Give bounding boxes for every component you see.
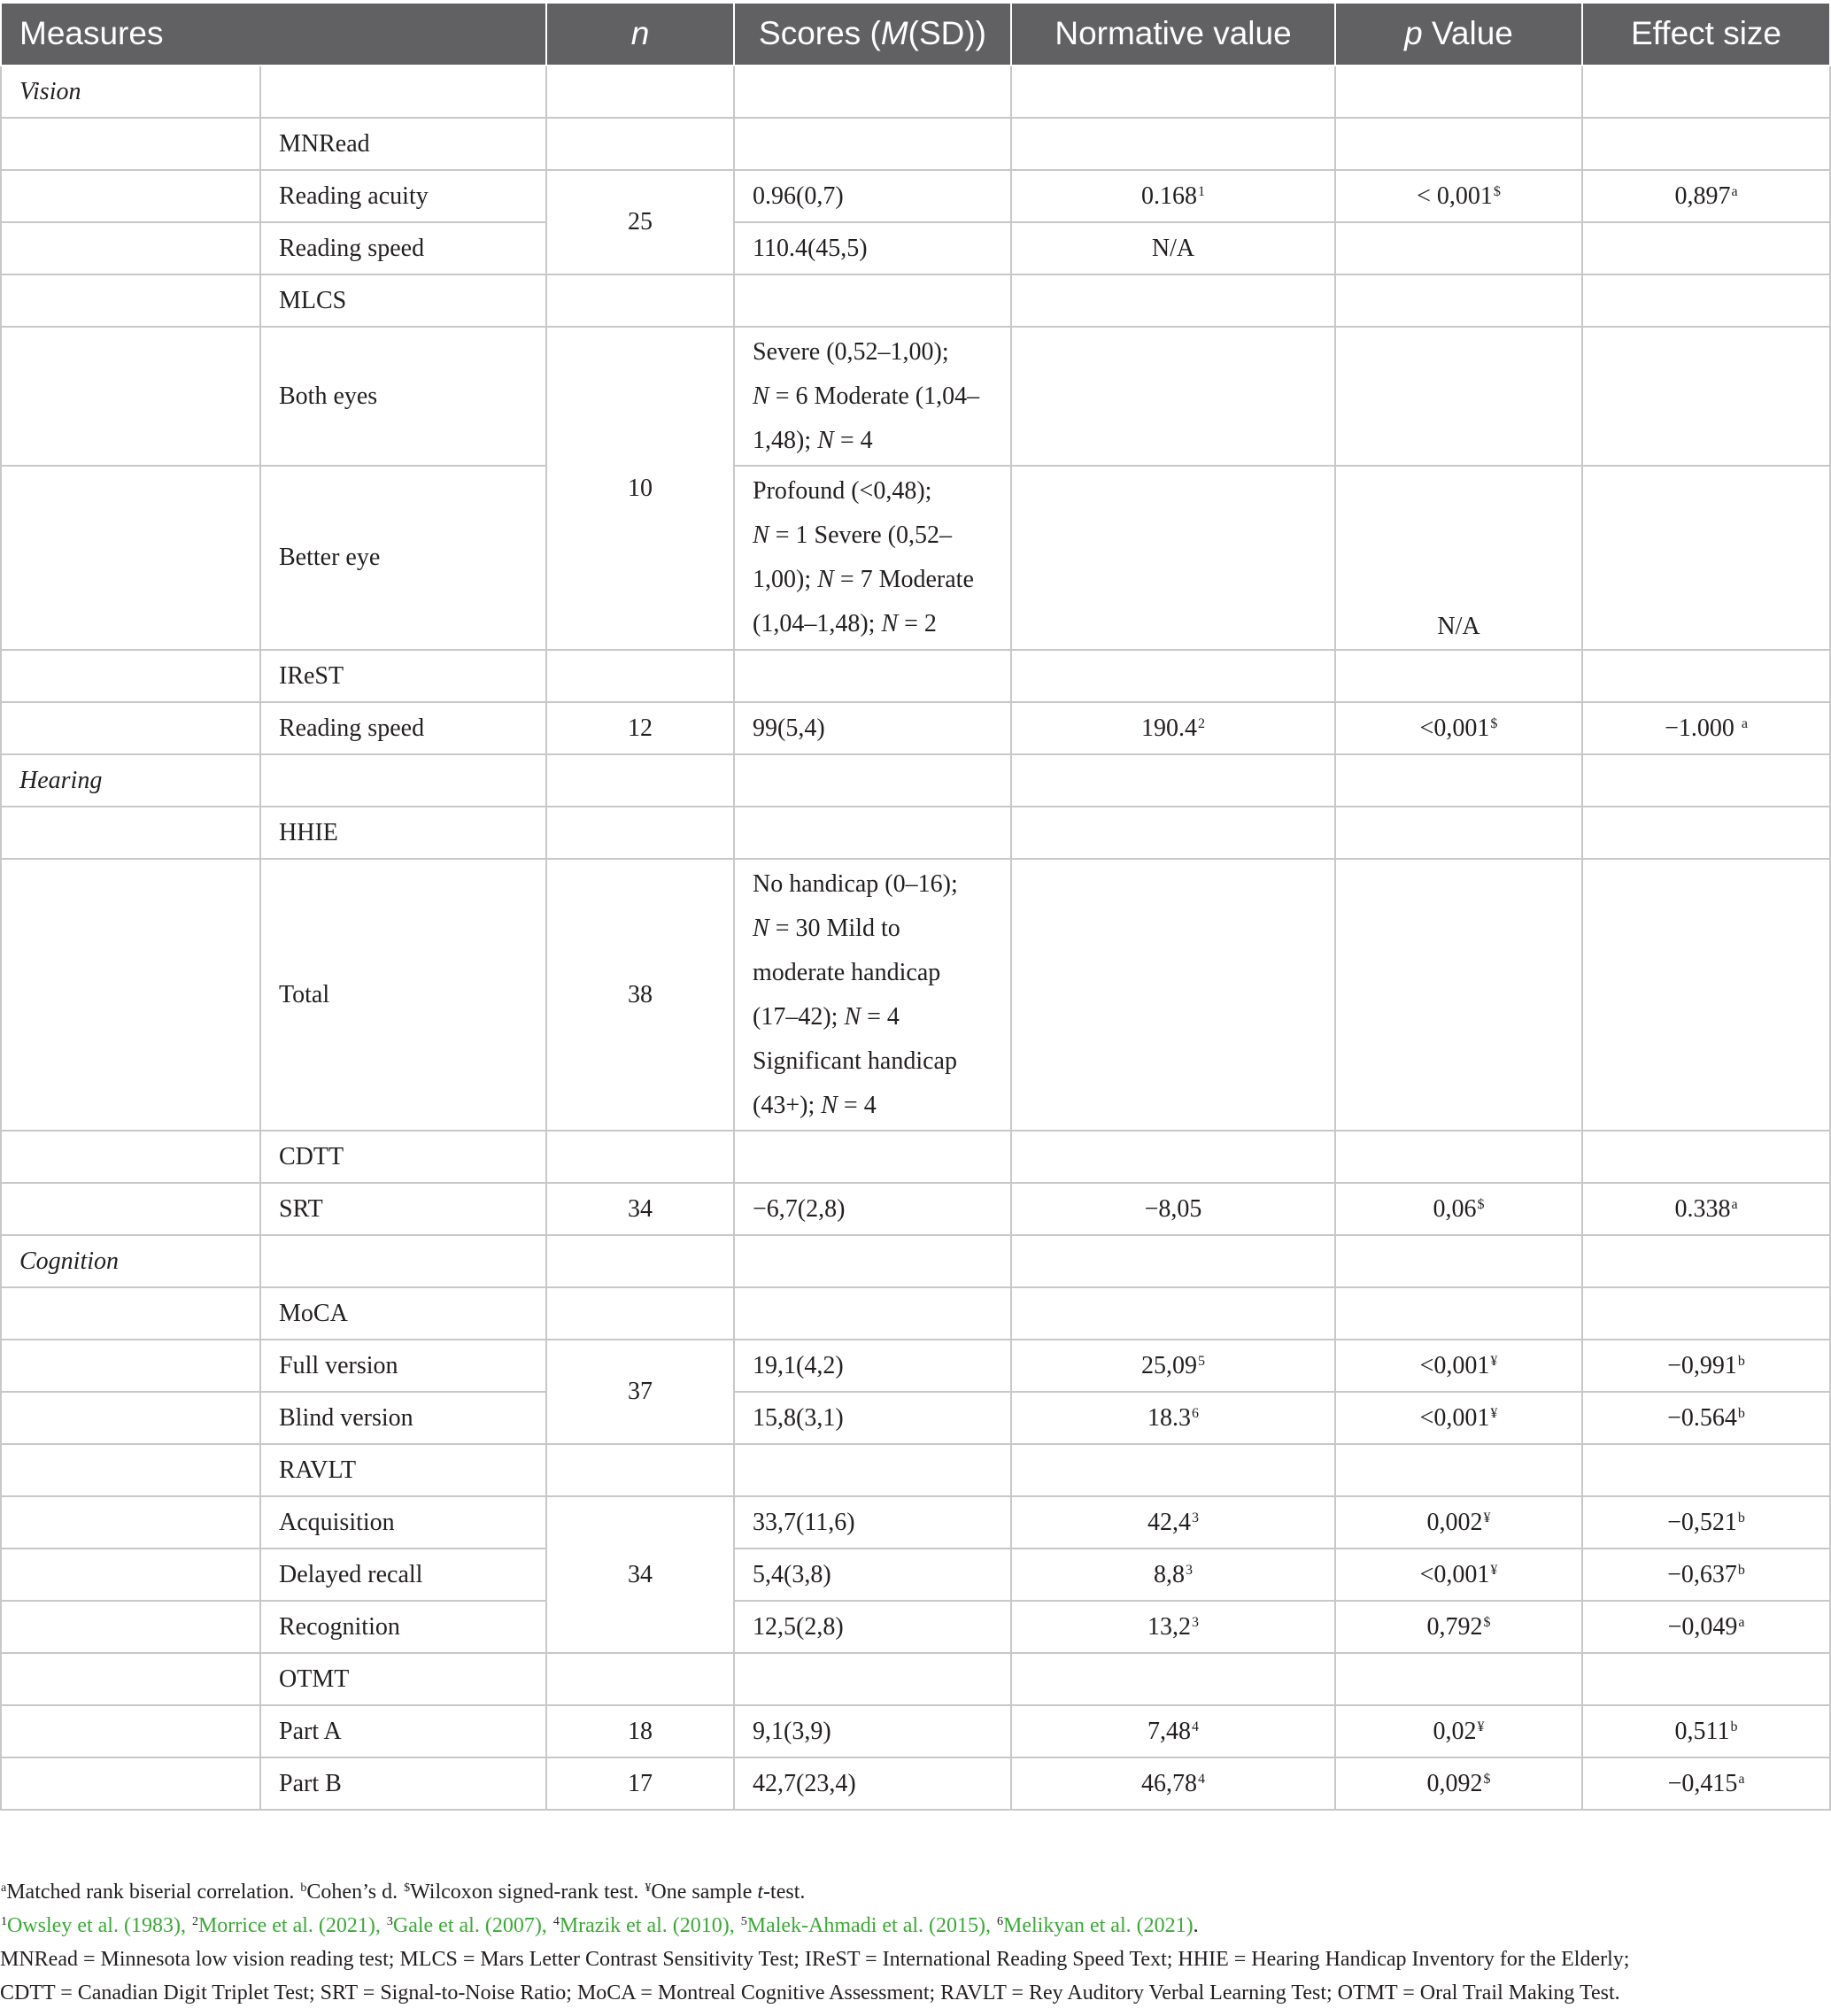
table-row-recognition [1,1601,1830,1653]
header-normative: Normative value [1011,4,1335,66]
table-row-acquisition [1,1496,1830,1549]
section-row-cognition [1,1235,1830,1287]
group-label: HHIE [260,807,546,859]
footnote-symbols: $^a$Matched rank biserial correlation. $^b$Cohen’s d. $Wilcoxon signed-rank test. ¥One sample t-test. [1,1881,806,1904]
measure-label: SRT [260,1183,546,1235]
normative-cell: 190.4$^2$ [1011,702,1335,754]
header-n: n [546,4,734,66]
normative-cell: 42,4$^3$ [1011,1496,1335,1549]
score-cell: Profound (<0,48); N = 1 Severe (0,52– 1,00); N = 7 Moderate (1,04–1,48); N = 2 [734,466,1011,650]
effect-size-cell: −0,415$^a$ [1582,1757,1830,1810]
p-value-cell: 0,06$ [1335,1183,1582,1235]
measure-label: Part B [260,1757,546,1810]
normative-cell: 25,09$^5$ [1011,1340,1335,1392]
measure-label: Delayed recall [260,1549,546,1601]
effect-size-cell: −0,521$^b$ [1582,1496,1830,1549]
normative-cell: 7,48$^4$ [1011,1705,1335,1757]
table-row-reading-speed-irest [1,702,1830,754]
effect-size-cell: 0,511$^b$ [1582,1705,1830,1757]
measure-label: Acquisition [260,1496,546,1549]
score-cell: 5,4(3,8) [734,1549,1011,1601]
p-value-cell: < 0,001$ [1335,170,1582,222]
score-cell: 99(5,4) [734,702,1011,754]
group-row-irest [1,650,1830,702]
p-value-cell: <0,001¥ [1335,1549,1582,1601]
p-value-cell: <0,001¥ [1335,1392,1582,1444]
section-row-vision [1,66,1830,118]
table-row-blind-version [1,1392,1830,1444]
footnote-abbreviations-2: CDTT = Canadian Digit Triplet Test; SRT = Signal-to-Noise Ratio; MoCA = Montreal Cognitive Assessment; RAVLT = Rey Auditory Verbal Learning Test; OTMT = Oral Trail Making Test. [0,1981,1620,2004]
group-row-hhie [1,807,1830,859]
table-row-both-eyes [1,327,1830,466]
table-row-part-b [1,1757,1830,1810]
group-row-cdtt [1,1131,1830,1183]
p-value-cell: <0,001¥ [1335,1340,1582,1392]
table-row-reading-acuity [1,170,1830,222]
group-row-mlcs [1,274,1830,327]
score-cell: 42,7(23,4) [734,1757,1011,1810]
effect-size-cell: −1.000 $^a$ [1582,702,1830,754]
score-cell: Severe (0,52–1,00); N = 6 Moderate (1,04– 1,48); N = 4 [734,327,1011,466]
group-label: MoCA [260,1287,546,1340]
normative-cell: 0.168$^1$ [1011,170,1335,222]
normative-cell: −8,05 [1011,1183,1335,1235]
group-row-mnread [1,118,1830,170]
table-row-part-a [1,1705,1830,1757]
group-label: CDTT [260,1131,546,1183]
n-cell: 25 [546,170,734,274]
group-row-moca [1,1287,1830,1340]
score-cell: 9,1(3,9) [734,1705,1011,1757]
footnote-abbreviations-1: MNRead = Minnesota low vision reading test; MLCS = Mars Letter Contrast Sensitivity Test; IReST = International Reading Speed Text; HHIE = Hearing Handicap Inventory for the Elderly; [0,1948,1630,1971]
group-row-otmt [1,1653,1830,1705]
normative-cell: N/A [1011,222,1335,274]
reference-link[interactable]: Mrazik et al. (2010), [559,1914,740,1937]
score-cell: 19,1(4,2) [734,1340,1011,1392]
measure-label: Reading speed [260,702,546,754]
effect-size-cell: −0,991$^b$ [1582,1340,1830,1392]
table-row-full-version [1,1340,1830,1392]
reference-link[interactable]: Morrice et al. (2021), [197,1914,386,1937]
group-label: MNRead [260,118,546,170]
section-label: Cognition [1,1235,260,1287]
header-effect-size: Effect size [1582,4,1830,66]
normative-cell: 18.3$^6$ [1011,1392,1335,1444]
measure-label: Part A [260,1705,546,1757]
n-cell: 10 [546,327,734,650]
section-label: Hearing [1,754,260,807]
n-cell: 37 [546,1340,734,1444]
measure-label: Recognition [260,1601,546,1653]
normative-cell: $8,8^3$ [1011,1549,1335,1601]
effect-size-cell: 0,897$^a$ [1582,170,1830,222]
header-scores: Scores (M(SD)) [734,4,1011,66]
table-row-better-eye [1,466,1830,650]
table-footnotes [0,1875,1831,2010]
section-row-hearing [1,754,1830,807]
results-table [0,4,1831,1811]
score-cell: 15,8(3,1) [734,1392,1011,1444]
reference-link[interactable]: Malek-Ahmadi et al. (2015), [746,1914,996,1937]
n-cell: 34 [546,1183,734,1235]
score-cell: 33,7(11,6) [734,1496,1011,1549]
effect-size-cell: −0,637$^b$ [1582,1549,1830,1601]
p-value-cell: N/A [1335,466,1582,650]
group-row-ravlt [1,1444,1830,1496]
group-label: MLCS [260,274,546,327]
table-row-total [1,859,1830,1131]
n-cell: 17 [546,1757,734,1810]
effect-size-cell: −0,049$^a$ [1582,1601,1830,1653]
measure-label: Blind version [260,1392,546,1444]
measure-label: Full version [260,1340,546,1392]
reference-link[interactable]: Owsley et al. (1983), [7,1914,191,1937]
p-value-cell: <0,001$ [1335,702,1582,754]
section-label: Vision [1,66,260,118]
score-cell: 0.96(0,7) [734,170,1011,222]
header-measures: Measures [1,4,546,66]
n-cell: 18 [546,1705,734,1757]
measure-label: Both eyes [260,327,546,466]
score-cell: 12,5(2,8) [734,1601,1011,1653]
measure-label: Reading acuity [260,170,546,222]
n-cell: 38 [546,859,734,1131]
table-row-delayed-recall [1,1549,1830,1601]
table-row-reading-speed-mnread [1,222,1830,274]
n-cell: 34 [546,1496,734,1653]
score-cell: 110.4(45,5) [734,222,1011,274]
header-row [1,4,1830,66]
group-label: RAVLT [260,1444,546,1496]
measure-label: Reading speed [260,222,546,274]
p-value-cell: 0,092$ [1335,1757,1582,1810]
measure-label: Better eye [260,466,546,650]
score-cell: No handicap (0–16); N = 30 Mild to moderate handicap (17–42); N = 4 Significant handicap (43+); N = 4 [734,859,1011,1131]
score-cell: −6,7(2,8) [734,1183,1011,1235]
group-label: IReST [260,650,546,702]
effect-size-cell: −0.564$^b$ [1582,1392,1830,1444]
reference-link[interactable]: Gale et al. (2007), [392,1914,552,1937]
footnote-references: $^1$Owsley et al. (1983), $^2$Morrice et al. (2021), $^3$Gale et al. (2007), $^4$Mrazik et al. (2010), $^5$Malek-Ahmadi et al. (2015), $^6$Melikyan et al. (2021). [1,1914,1199,1937]
p-value-cell: 0,002¥ [1335,1496,1582,1549]
p-value-cell: 0,02¥ [1335,1705,1582,1757]
table-row-srt [1,1183,1830,1235]
measure-label: Total [260,859,546,1131]
effect-size-cell: 0.338$^a$ [1582,1183,1830,1235]
p-value-cell: 0,792$ [1335,1601,1582,1653]
normative-cell: 13,2$^3$ [1011,1601,1335,1653]
group-label: OTMT [260,1653,546,1705]
reference-link[interactable]: Melikyan et al. (2021) [1003,1914,1194,1937]
n-cell: 12 [546,702,734,754]
normative-cell: 46,78$^4$ [1011,1757,1335,1810]
header-p-value: p Value [1335,4,1582,66]
